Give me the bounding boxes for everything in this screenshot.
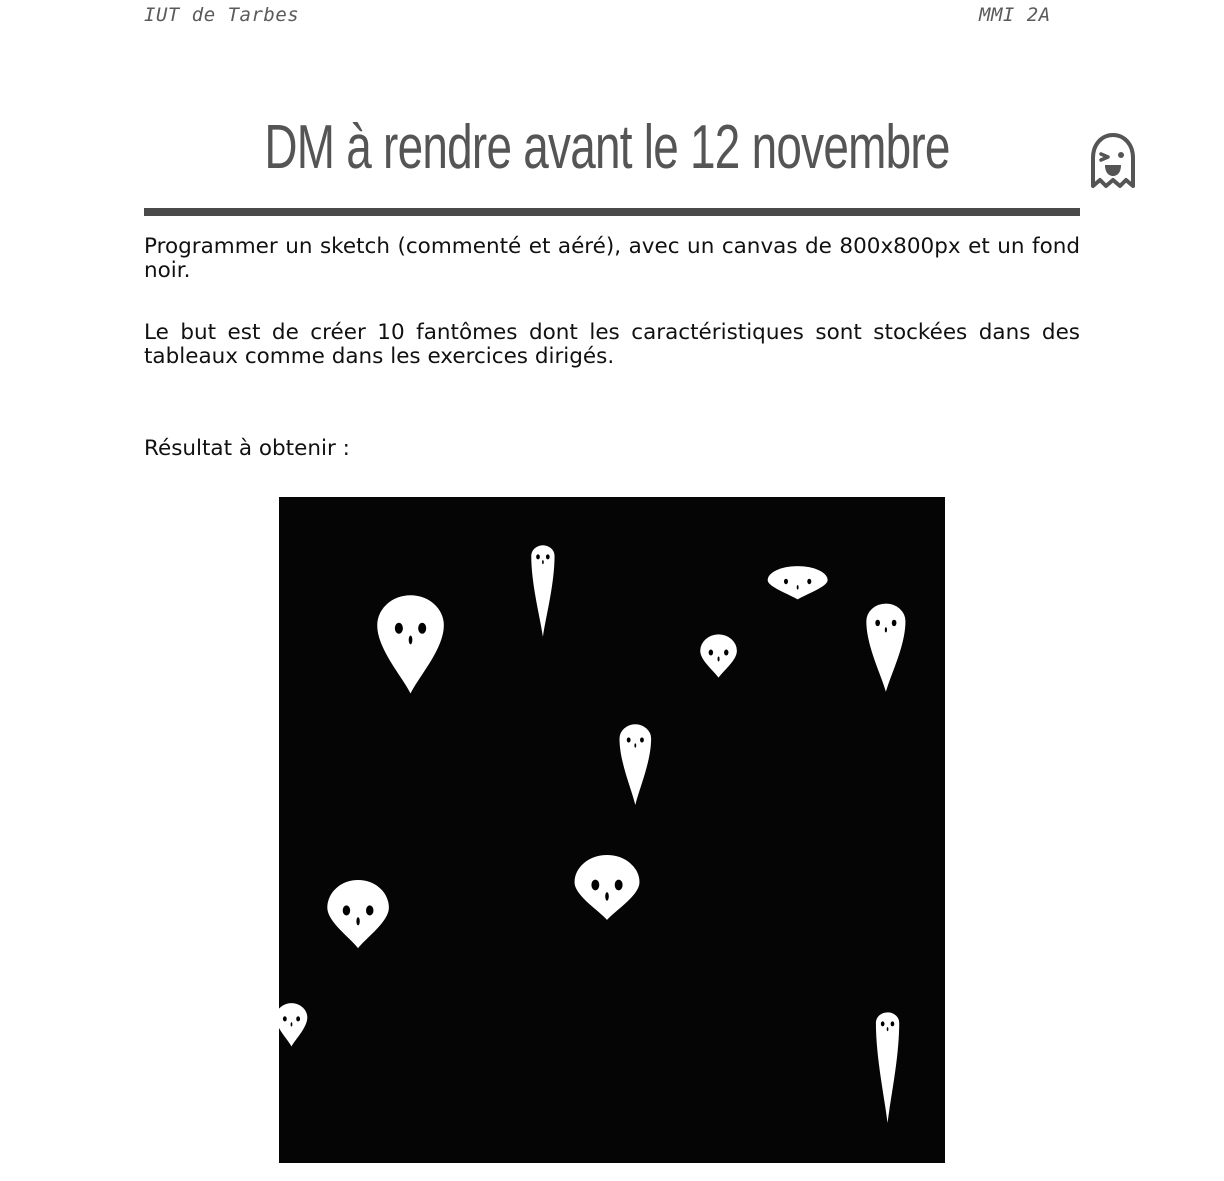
page-title: DM à rendre avant le 12 novembre [264, 113, 950, 182]
ghost-eye-right [366, 905, 373, 915]
ghost-eye-right [891, 1021, 895, 1026]
ghost-eye-left [784, 579, 788, 584]
ghost-eye-right [546, 554, 550, 559]
ghost-eye-right [418, 623, 426, 634]
ghost-eye-right [892, 620, 897, 626]
ghost-mouth [356, 917, 359, 925]
paragraph-result-label: Résultat à obtenir : [144, 436, 350, 461]
ghost-icon [1081, 130, 1145, 198]
ghost-mouth [291, 1022, 293, 1026]
paragraph-goal: Le but est de créer 10 fantômes dont les caractéristiques sont stockées dans des tableaux comme dans les exercices dirigés. [144, 320, 1080, 369]
canvas-background [279, 497, 945, 1163]
page-title-container [144, 112, 1080, 198]
ghost-mouth [634, 743, 636, 747]
ghost-mouth [797, 585, 799, 589]
ghost-eye-right [296, 1016, 300, 1021]
ghost-eye-right [640, 737, 644, 742]
header-class: MMI 2A [979, 4, 1051, 26]
ghost-eye-left [283, 1016, 287, 1021]
ghost-eye-left [343, 905, 350, 915]
header-institution: IUT de Tarbes [144, 4, 300, 26]
ghost-eye-right [724, 649, 728, 655]
ghost-eye-left [536, 554, 540, 559]
ghost-mouth [885, 627, 887, 632]
ghost-eye-right [807, 579, 811, 584]
ghost-mouth [542, 560, 544, 564]
ghost-eye-left [591, 880, 599, 891]
ghost-eye-right [615, 880, 623, 891]
result-canvas [279, 497, 945, 1163]
ghost-eye-left [627, 737, 631, 742]
ghost-eye-left [395, 623, 403, 634]
ghost-mouth [409, 636, 413, 645]
paragraph-instructions: Programmer un sketch (commenté et aéré), avec un canvas de 800x800px et un fond noir. [144, 234, 1080, 283]
ghost-mouth [718, 657, 720, 662]
ghost-mouth [887, 1027, 889, 1031]
ghost-mouth [605, 892, 609, 901]
ghost-eye-left [709, 649, 713, 655]
ghost-eye-left [875, 620, 880, 626]
title-divider [144, 208, 1080, 216]
ghost-canvas-svg [279, 497, 945, 1163]
ghost-eye-left [881, 1021, 885, 1026]
